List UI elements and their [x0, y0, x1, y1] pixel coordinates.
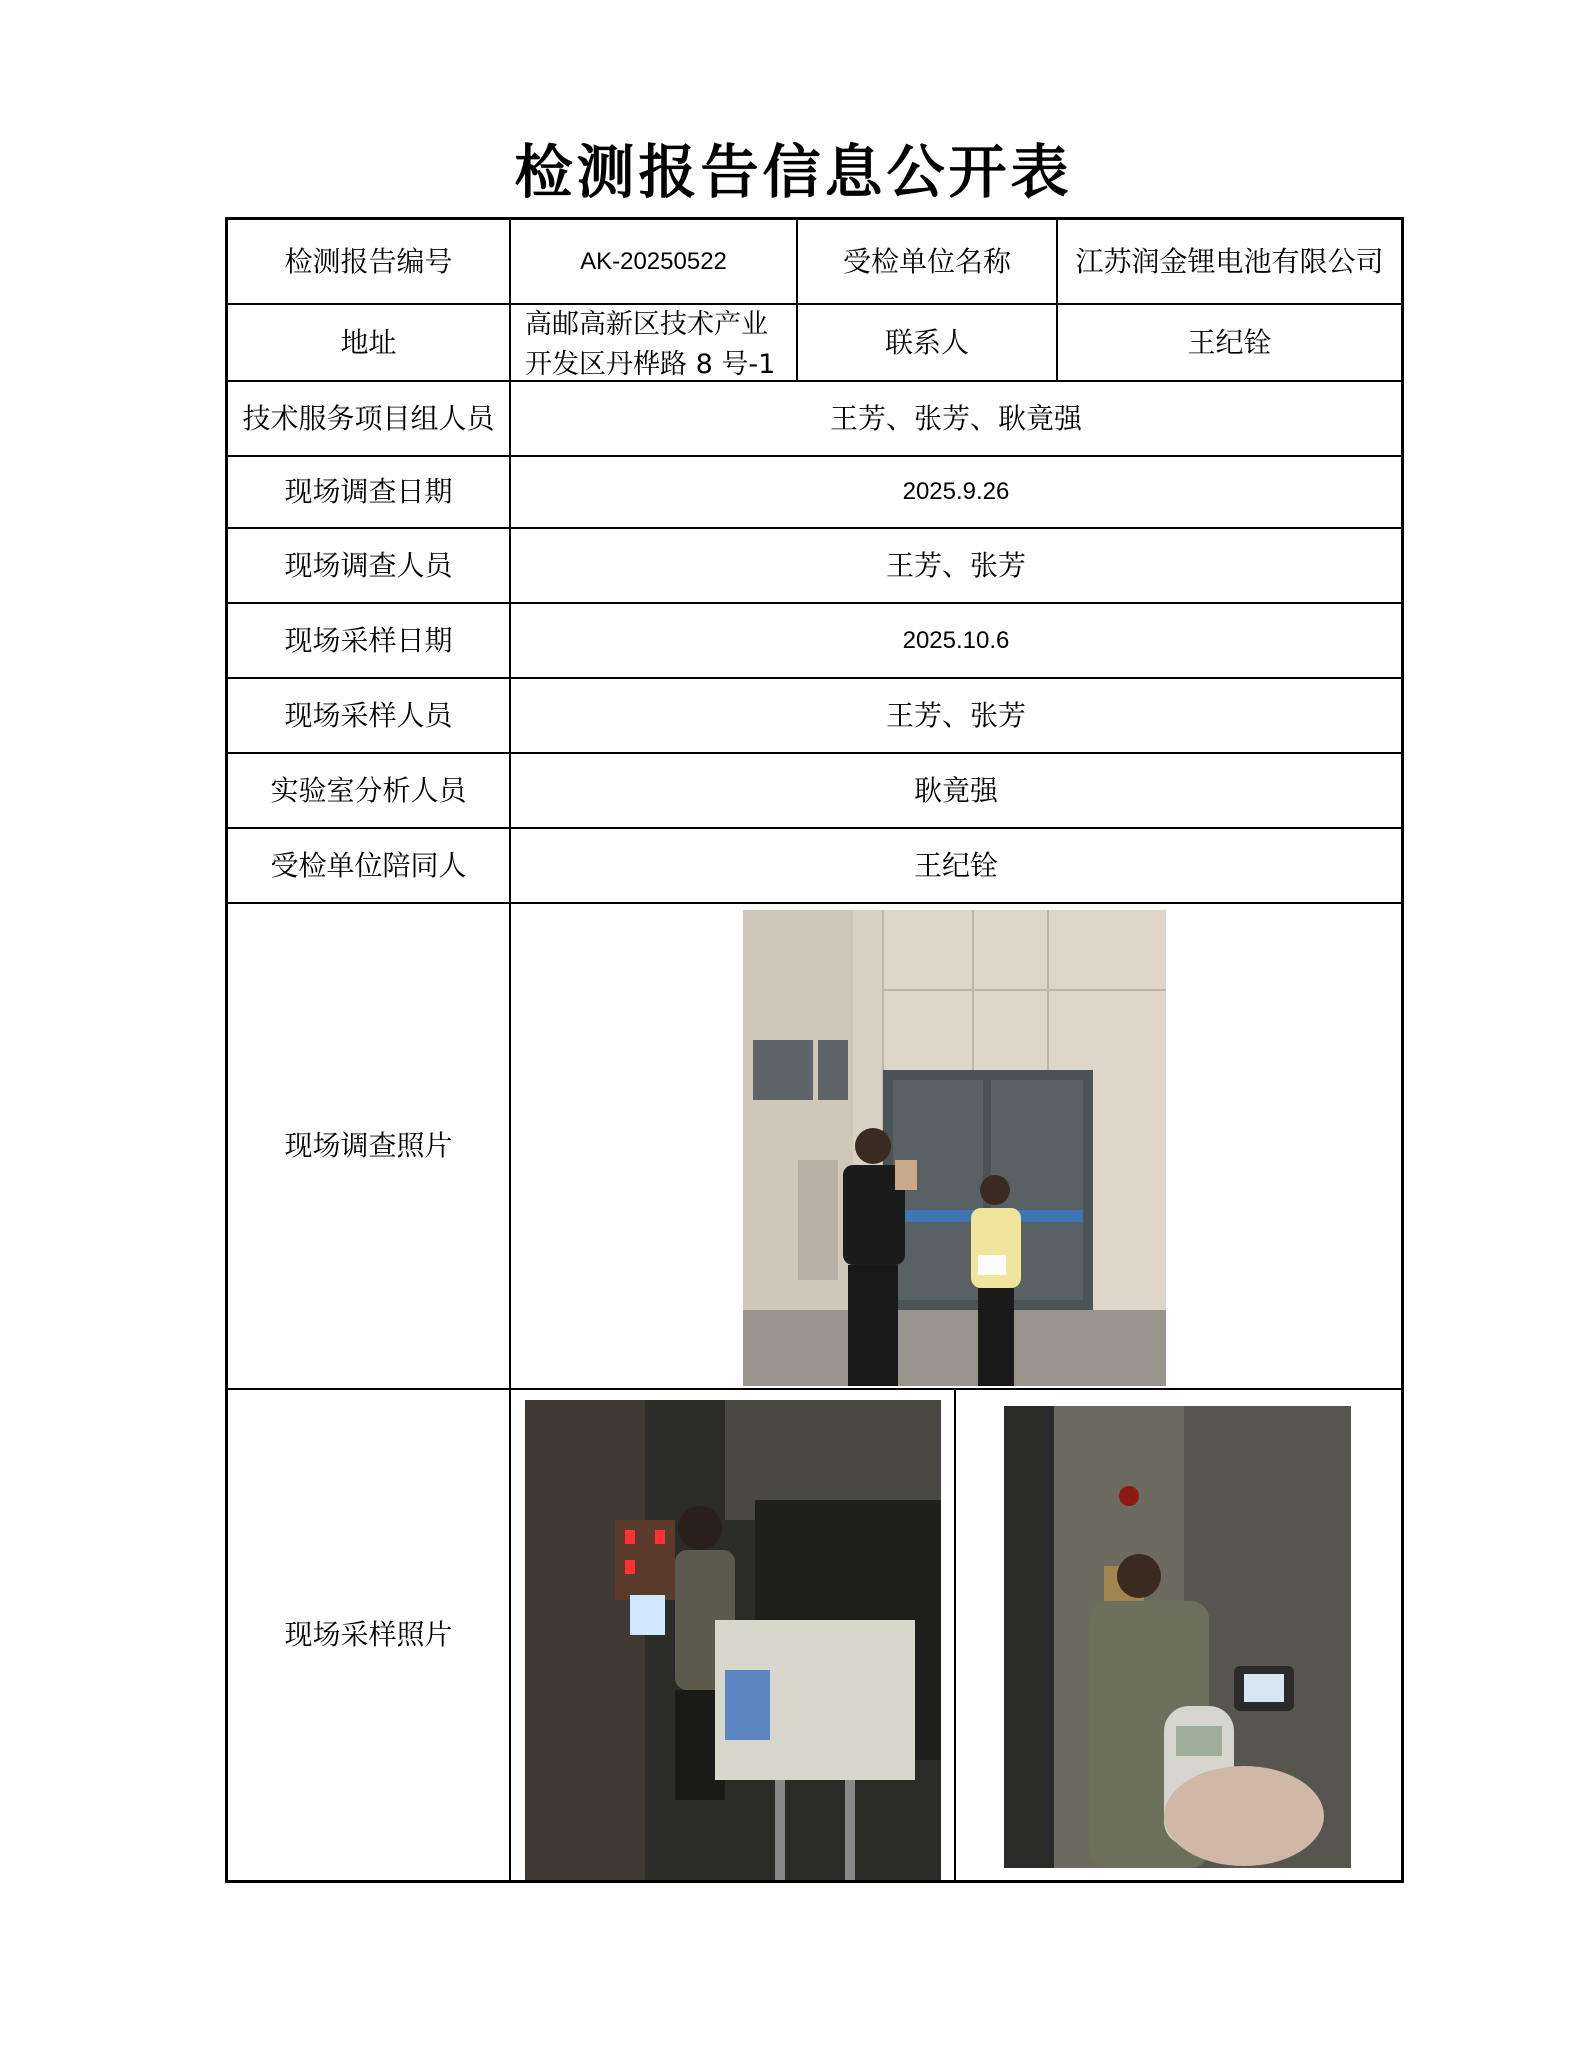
- sampling-photo-1: [525, 1400, 941, 1880]
- address-value: [511, 305, 796, 380]
- info-table: [225, 217, 1404, 1883]
- survey-date-value: 2025.9.26: [902, 478, 1010, 505]
- report-number-value: AK-20250522: [580, 247, 727, 275]
- survey-date-label: 现场调查日期: [284, 475, 453, 508]
- survey-staff-label: 现场调查人员: [284, 548, 453, 582]
- address-line-2: 开发区丹桦路 8 号-1: [525, 349, 776, 380]
- contact-label: 联系人: [884, 325, 969, 359]
- survey-photo-label: 现场调查照片: [284, 1129, 453, 1162]
- page-title: 检测报告信息公开表: [514, 138, 1073, 206]
- sampling-staff-value: 王芳、张芳: [885, 698, 1026, 732]
- team-label: 技术服务项目组人员: [242, 401, 495, 435]
- escort-value: 王纪铨: [913, 848, 998, 882]
- escort-label: 受检单位陪同人: [270, 848, 467, 882]
- lab-staff-label: 实验室分析人员: [270, 773, 467, 807]
- lab-staff-value: 耿竟强: [913, 773, 998, 807]
- sampling-photo-label: 现场采样照片: [284, 1618, 453, 1651]
- sampling-staff-label: 现场采样人员: [284, 698, 453, 732]
- survey-photo: [743, 910, 1166, 1386]
- address-line-1: 高邮高新区技术产业: [525, 309, 768, 340]
- unit-name-label: 受检单位名称: [842, 244, 1011, 278]
- contact-value: 王纪铨: [1187, 325, 1272, 359]
- unit-name-value: 江苏润金锂电池有限公司: [1075, 244, 1384, 278]
- address-label: 地址: [340, 325, 397, 359]
- sampling-date-value: 2025.10.6: [902, 626, 1010, 654]
- sampling-date-label: 现场采样日期: [284, 623, 453, 657]
- team-value: 王芳、张芳、耿竟强: [829, 401, 1082, 435]
- survey-staff-value: 王芳、张芳: [885, 548, 1026, 582]
- sampling-photo-2: [1004, 1406, 1351, 1868]
- report-number-label: 检测报告编号: [284, 244, 453, 278]
